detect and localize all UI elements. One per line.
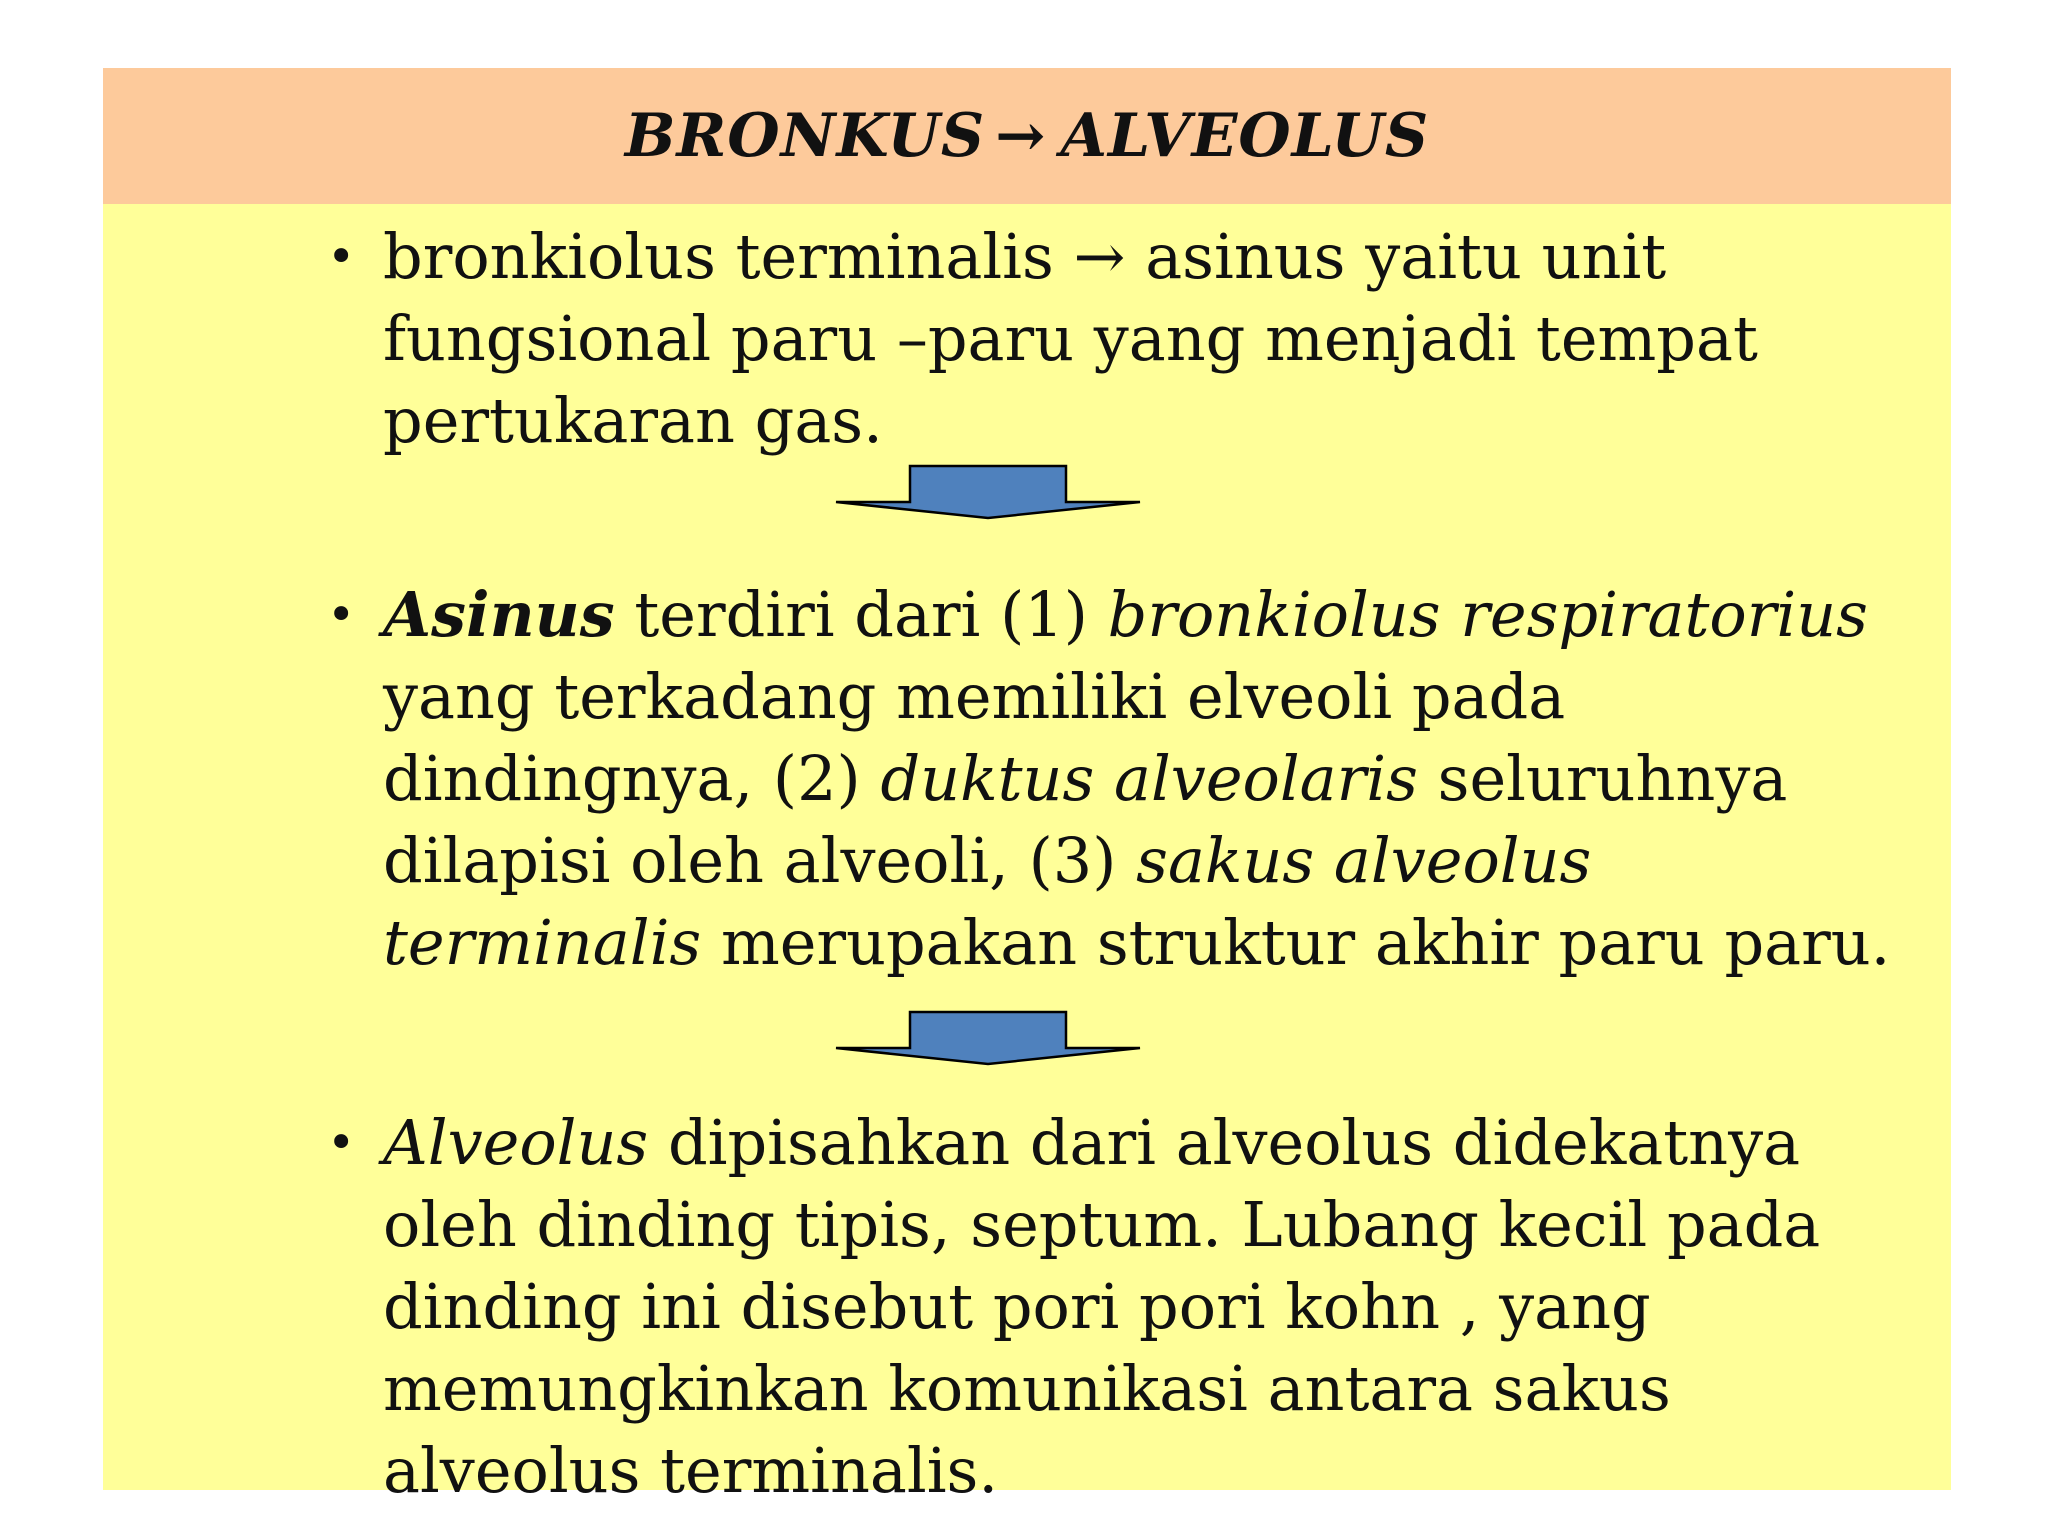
bullet-3-text-a: dipisahkan dari alveolus didekatnya oleh dinding tipis, septum. Lubang kecil pada dinding ini disebut pori pori kohn , yang memungkinkan komunikasi antara sakus alveolus terminalis. xyxy=(383,1106,1821,1507)
down-arrow-icon xyxy=(832,1010,1144,1066)
bullet-text-3 xyxy=(383,1102,1927,1512)
bullet-marker: • xyxy=(327,229,356,285)
term-alveolus: Alveolus xyxy=(383,1106,649,1179)
title-bar xyxy=(103,68,1951,204)
bullet-item-2 xyxy=(327,574,1927,984)
bullet-item-1 xyxy=(327,216,1927,462)
term-asinus: Asinus xyxy=(383,578,615,651)
term-sakus-alveolus-terminalis: sakus alveolus terminalis xyxy=(383,824,1592,979)
bullet-2-text-a: terdiri dari (1) xyxy=(614,578,1108,651)
bullet-1-part1: bronkiolus terminalis xyxy=(383,220,1074,293)
bullet-text-2 xyxy=(383,574,1927,984)
bullet-2-text-b: yang terkadang memiliki elveoli pada dindingnya, (2) xyxy=(383,660,1566,815)
bullet-marker: • xyxy=(327,1115,356,1171)
bullet-marker: • xyxy=(327,587,356,643)
bullet-1-part2: asinus yaitu unit fungsional paru –paru yang menjadi tempat pertukaran gas. xyxy=(383,220,1758,457)
title-arrow-icon: → xyxy=(995,101,1047,171)
bullet-text-1 xyxy=(383,216,1927,462)
title-left: BRONKUS xyxy=(624,101,986,171)
slide-title xyxy=(625,101,1429,171)
bullet-2-text-c: seluruhnya dilapisi oleh alveoli, (3) xyxy=(383,742,1788,897)
down-arrow-icon xyxy=(832,464,1144,520)
inline-arrow-icon: → xyxy=(1073,220,1126,293)
term-duktus-alveolaris: duktus alveolaris xyxy=(880,742,1418,815)
bullet-2-text-d: merupakan struktur akhir paru paru. xyxy=(701,906,1891,979)
term-bronkiolus-respiratorius: bronkiolus respiratorius xyxy=(1107,578,1868,651)
slide xyxy=(103,68,1951,1507)
title-right: ALVEOLUS xyxy=(1060,101,1430,171)
bullet-item-3 xyxy=(327,1102,1927,1512)
